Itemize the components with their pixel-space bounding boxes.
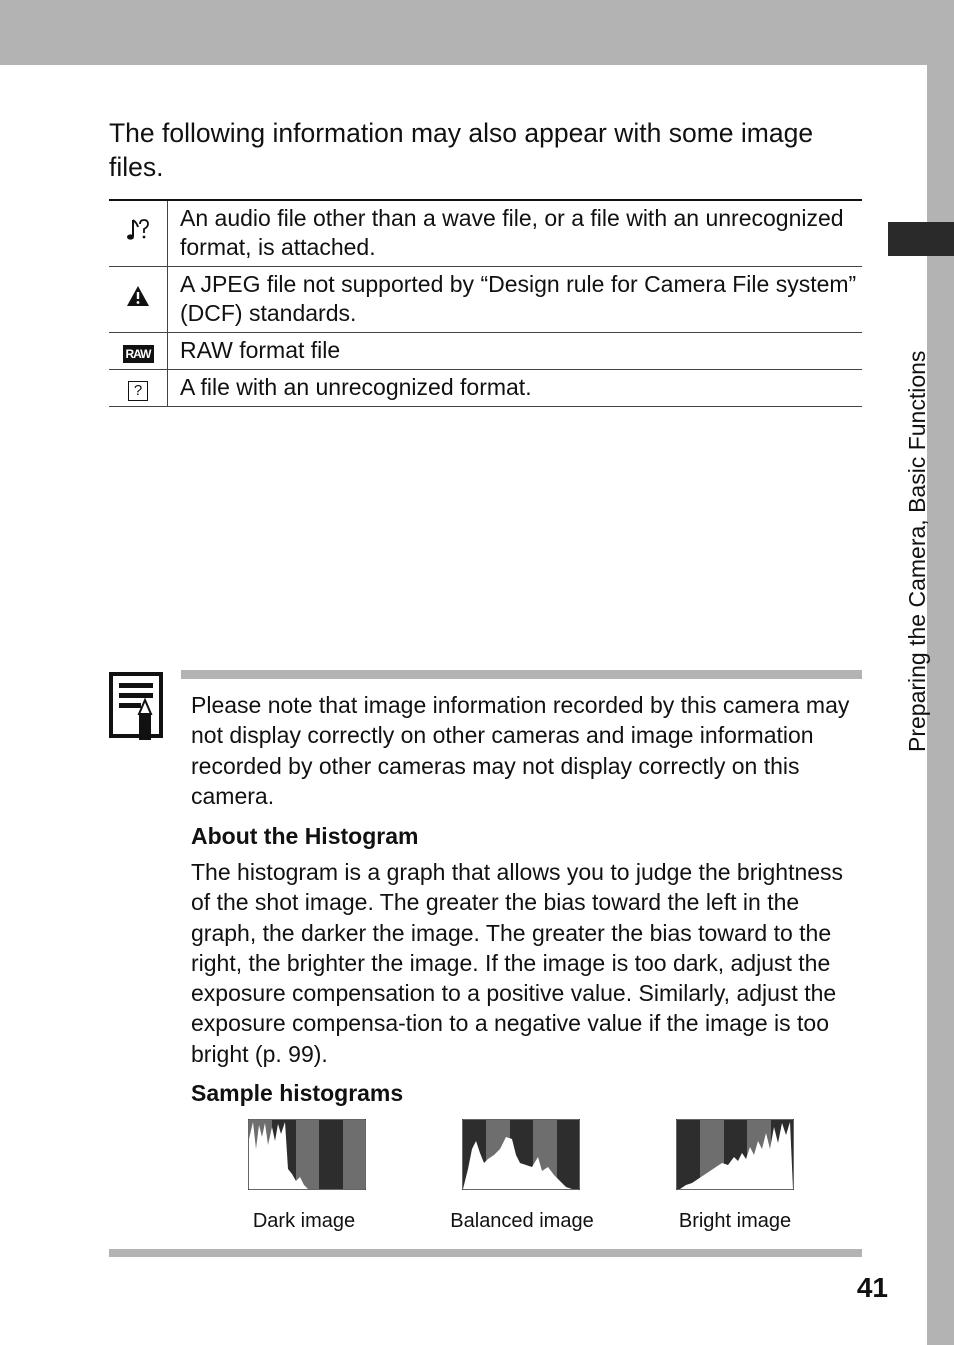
- row-description: RAW format file: [180, 337, 341, 363]
- row-description: A JPEG file not supported by “Design rule for Camera File system” (DCF) standards.: [180, 271, 857, 326]
- question-box-icon: ?: [128, 381, 148, 401]
- table-row: [109, 266, 862, 332]
- icon-cell: [109, 200, 168, 266]
- balanced-histogram-icon: [462, 1119, 580, 1190]
- right-gray-band: [927, 65, 954, 1345]
- bright-histogram-icon: [676, 1119, 794, 1190]
- top-gray-band: [0, 0, 954, 65]
- histogram-paragraph: The histogram is a graph that allows you to judge the brightness of the shot image. The greater the bias toward the left in the graph, the darker the image. The greater the bias toward to the right, the brighter the image. If the image is too dark, adjust the exposure compensation to a positive value. Similarly, adjust the exposure compensa-tion to a negative value if the image is too bright (p. 99).: [191, 859, 844, 1067]
- icon-cell: [109, 332, 168, 369]
- histogram-caption: Dark image: [252, 1210, 356, 1232]
- histogram-heading: About the Histogram: [191, 823, 419, 849]
- table-row: [109, 369, 862, 406]
- icon-cell: [109, 369, 168, 406]
- icon-cell: [109, 266, 168, 332]
- dark-histogram-icon: [248, 1119, 366, 1190]
- sample-histograms-heading: Sample histograms: [191, 1080, 404, 1106]
- histogram-caption: Bright image: [678, 1210, 792, 1232]
- table-row: [109, 332, 862, 369]
- chapter-side-title: Preparing the Camera, Basic Functions: [904, 350, 930, 752]
- row-description: An audio file other than a wave file, or a file with an unrecognized format, is attached.: [180, 205, 844, 261]
- intro-paragraph: The following information may also appear with some image files.: [109, 118, 814, 182]
- icon-info-table: [109, 199, 862, 407]
- table-row: [109, 200, 862, 266]
- chapter-tab-marker: [888, 222, 954, 256]
- note-bottom-bar: [109, 1249, 862, 1257]
- memo-pencil-icon: [109, 672, 165, 742]
- histogram-caption: Balanced image: [450, 1210, 594, 1232]
- audio-question-icon: [126, 222, 150, 248]
- row-description: A file with an unrecognized format.: [180, 374, 532, 400]
- note-paragraph: Please note that image information recorded by this camera may not display correctly on other cameras and image information recorded by other cameras may not display correctly on this camera.: [191, 692, 850, 809]
- note-top-bar: [181, 670, 862, 679]
- warning-triangle-icon: [126, 286, 150, 312]
- raw-badge-icon: RAW: [123, 345, 154, 363]
- page-number: 41: [856, 1272, 888, 1303]
